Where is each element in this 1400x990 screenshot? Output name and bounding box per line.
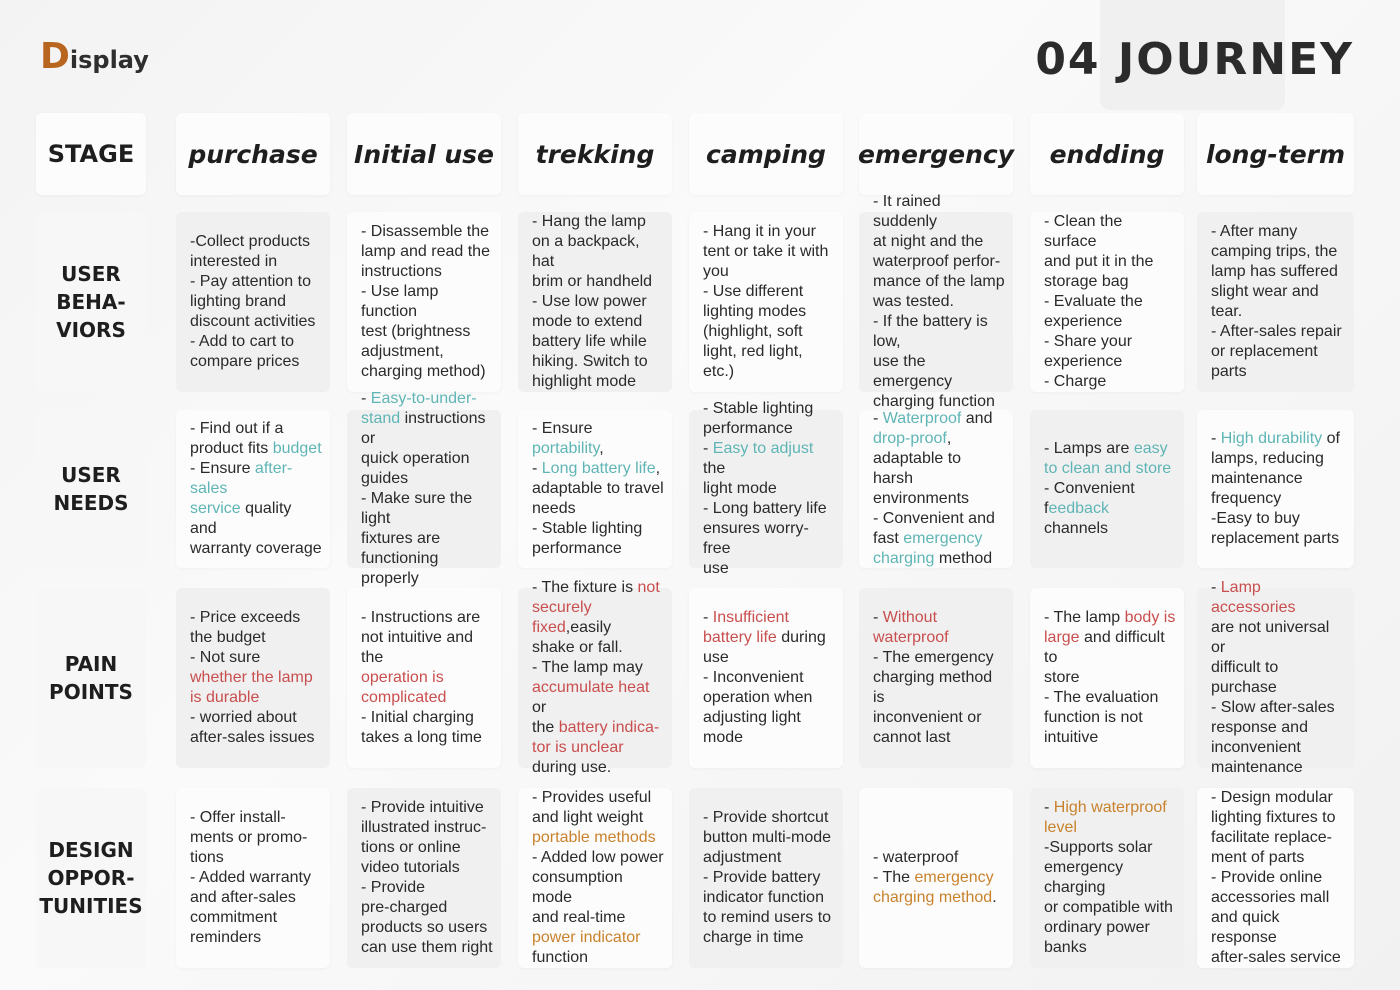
highlight-text: Easy to adjust <box>712 440 814 457</box>
journey-cell <box>689 588 843 768</box>
stage-header-4 <box>859 113 1013 195</box>
highlight-text: operation is complicated <box>361 669 447 706</box>
cell-text <box>703 222 828 382</box>
logo-text: isplay <box>69 46 149 74</box>
text-segment: - Instructions are not intuitive and the <box>361 609 481 666</box>
stage-header-1 <box>347 113 501 195</box>
text-segment: - Initial charging takes a long time <box>361 709 482 746</box>
text-segment: - Offer install- ments or promo- tions - Added warranty and after-sales commitment reminders <box>190 809 311 946</box>
text-segment: - <box>1211 579 1221 596</box>
highlight-text: emergency charging <box>873 530 983 567</box>
stage-name: trekking <box>535 139 655 169</box>
text-segment: - It rained suddenly at night and the waterproof perfor- mance of the lamp was tested. - If the battery is low, use the emergency charging function <box>873 193 1005 410</box>
text-segment: - Find out if a product fits <box>190 420 284 457</box>
highlight-text: drop-proof <box>873 430 947 447</box>
cell-text <box>1044 798 1176 958</box>
text-segment: function <box>532 949 589 966</box>
journey-cell <box>1030 410 1184 568</box>
row-label-1 <box>36 410 146 568</box>
text-segment: - <box>873 609 883 626</box>
journey-cell <box>176 410 330 568</box>
cell-text <box>703 399 835 579</box>
journey-cell <box>518 410 672 568</box>
stage-name: emergency <box>857 139 1015 169</box>
journey-cell <box>347 588 501 768</box>
text-segment: , adaptable to travel needs - Stable lighting performance <box>532 460 664 557</box>
text-segment: channels <box>1044 520 1109 537</box>
journey-cell <box>859 788 1013 968</box>
journey-cell <box>859 410 1013 568</box>
text-segment: - Design modular lighting fixtures to facilitate replace- ment of parts - Provide online accessories mall and quick response after-sales service <box>1211 789 1341 966</box>
stage-name: camping <box>706 139 826 169</box>
text-segment: or the <box>532 699 555 736</box>
cell-text <box>361 608 493 748</box>
cell-text <box>1044 608 1176 748</box>
cell-text <box>873 192 1005 412</box>
row-label-text: DESIGN OPPOR- TUNITIES <box>39 838 143 918</box>
highlight-text: Long battery life <box>541 460 656 477</box>
stage-header <box>36 113 146 195</box>
text-segment: - Lamps are <box>1044 440 1134 457</box>
text-segment: - Added low power consumption mode and real-time <box>532 849 664 926</box>
highlight-text: portable methods <box>532 829 656 846</box>
journey-cell <box>518 788 672 968</box>
cell-text <box>1211 222 1342 382</box>
journey-cell <box>347 390 501 587</box>
stage-name: endding <box>1049 139 1165 169</box>
logo <box>40 36 149 77</box>
text-segment: - <box>1211 430 1221 447</box>
stage-header-3 <box>689 113 843 195</box>
text-segment: - Disassemble the lamp and read the instructions - Use lamp function test (brightness adjustment, charging method) <box>361 223 490 380</box>
text-segment: - Stable lighting performance - <box>703 400 814 457</box>
highlight-text: Easy-to-under- stand <box>361 390 477 427</box>
cell-text <box>190 808 311 948</box>
stage-name: purchase <box>188 139 318 169</box>
journey-cell <box>176 588 330 768</box>
cell-text <box>1044 212 1176 392</box>
journey-cell <box>689 212 843 392</box>
journey-cell <box>347 788 501 968</box>
text-segment: - Convenient f <box>1044 480 1135 517</box>
text-segment: - Provides useful and light weight <box>532 789 652 826</box>
journey-cell <box>347 212 501 392</box>
text-segment: , adaptable to harsh environments - Convenient and fast <box>873 430 995 547</box>
cell-text <box>703 808 831 948</box>
highlight-text: portability <box>532 440 600 457</box>
journey-cell <box>689 788 843 968</box>
text-segment: . <box>992 889 997 906</box>
text-segment: and difficult to store - The evaluation function is not intuitive <box>1044 629 1165 746</box>
cell-text <box>1211 429 1340 549</box>
cell-text <box>190 232 315 372</box>
text-segment: - The emergency charging method is inconvenient or cannot last <box>873 649 994 746</box>
cell-text <box>361 798 493 958</box>
text-segment: , - <box>532 440 604 477</box>
highlight-text: High durability <box>1220 430 1323 447</box>
text-segment: - waterproof - The <box>873 849 959 886</box>
row-label-3 <box>36 788 146 968</box>
text-segment: - Hang it in your tent or take it with you - Use different lighting modes (highlight, soft light, red light, etc.) <box>703 223 829 380</box>
journey-cell <box>1197 788 1354 968</box>
journey-cell <box>859 193 1013 410</box>
row-label-text: USER BEHA- VIORS <box>56 262 126 342</box>
journey-cell <box>518 579 672 776</box>
text-segment: and <box>965 410 993 427</box>
text-segment: - The lamp <box>1044 609 1125 626</box>
text-segment: of lamps, reducing maintenance frequency -Easy to buy replacement parts <box>1211 430 1340 547</box>
cell-text <box>190 419 322 559</box>
text-segment: method <box>934 550 993 567</box>
cell-text <box>1044 439 1176 539</box>
stage-label: STAGE <box>47 140 135 168</box>
cell-text <box>873 608 1005 748</box>
journey-cell <box>176 212 330 392</box>
text-segment: ,easily shake or fall. - The lamp may <box>532 619 643 676</box>
highlight-text: accumulate heat <box>532 679 650 696</box>
text-segment: - Clean the surface and put it in the storage bag - Evaluate the experience - Share your experience - Charge <box>1044 213 1154 390</box>
highlight-text: easy to clean and store <box>1044 440 1172 477</box>
text-segment: - Hang the lamp on a backpack, hat brim or handheld - Use low power mode to extend battery life while hiking. Switch to highlight mode <box>532 213 653 390</box>
cell-text <box>532 788 664 968</box>
stage-header-6 <box>1197 113 1354 195</box>
journey-cell <box>689 400 843 577</box>
text-segment: during use. <box>532 759 612 776</box>
highlight-text: body is large <box>1044 609 1176 646</box>
highlight-text: after-sales service <box>190 460 293 517</box>
text-segment: - <box>1044 799 1054 816</box>
text-segment: -Collect products interested in - Pay attention to lighting brand discount activities - Add to cart to compare prices <box>190 233 316 370</box>
journey-cell <box>518 212 672 392</box>
cell-text <box>703 608 826 748</box>
text-segment: - Provide intuitive illustrated instruc- tions or online video tutorials - Provide pre-charged products so users can use them right <box>361 799 493 956</box>
row-label-text: PAIN POINTS <box>49 652 133 704</box>
cell-text <box>1211 578 1346 778</box>
text-segment: -Supports solar emergency charging or compatible with ordinary power banks <box>1044 839 1173 956</box>
highlight-text: not securely fixed <box>532 579 660 636</box>
text-segment: - worried about after-sales issues <box>190 709 315 746</box>
page-title: 04 JOURNEY <box>1035 34 1354 85</box>
text-segment: quality and warranty coverage <box>190 500 322 557</box>
highlight-text: Without waterproof <box>873 609 949 646</box>
cell-text <box>361 222 493 382</box>
highlight-text: whether the lamp is durable <box>190 669 313 706</box>
cell-text <box>532 212 664 392</box>
text-segment: - The fixture is <box>532 579 638 596</box>
text-segment: - <box>361 390 371 407</box>
journey-cell <box>1030 588 1184 768</box>
stage-header-0 <box>176 113 330 195</box>
highlight-text: High waterproof level <box>1044 799 1167 836</box>
journey-cell <box>1197 579 1354 776</box>
cell-text <box>532 419 664 559</box>
journey-cell <box>1030 788 1184 968</box>
cell-text <box>873 848 997 908</box>
cell-text <box>873 409 1005 569</box>
journey-cell <box>176 788 330 968</box>
highlight-text: budget <box>272 440 322 457</box>
highlight-text: Insufficient battery life <box>703 609 789 646</box>
highlight-text: battery indica- tor is unclear <box>532 719 660 756</box>
cell-text <box>361 389 493 589</box>
stage-header-2 <box>518 113 672 195</box>
row-label-2 <box>36 588 146 768</box>
journey-cell <box>1197 212 1354 392</box>
text-segment: - Ensure <box>190 460 251 477</box>
highlight-text: eedback <box>1048 500 1109 517</box>
text-segment: - <box>873 410 883 427</box>
text-segment: instructions or quick operation guides - Make sure the light fixtures are functioning properly <box>361 410 486 587</box>
text-segment: - After many camping trips, the lamp has suffered slight wear and tear. - After-sales repair or replacement parts <box>1211 223 1342 380</box>
text-segment: are not universal or difficult to purchase - Slow after-sales response and inconvenient maintenance <box>1211 619 1335 776</box>
cell-text <box>1211 788 1346 968</box>
highlight-text: Waterproof <box>882 410 962 427</box>
highlight-text: power indicator <box>532 929 641 946</box>
text-segment: during use - Inconvenient operation when adjusting light mode <box>703 629 826 746</box>
text-segment: - Provide shortcut button multi-mode adjustment - Provide battery indicator function to remind users to charge in time <box>703 809 832 946</box>
logo-initial: D <box>40 36 70 77</box>
journey-cell <box>859 588 1013 768</box>
text-segment: the light mode - Long battery life ensures worry-free use <box>703 460 827 577</box>
stage-name: Initial use <box>354 139 494 169</box>
journey-cell <box>1030 212 1184 392</box>
text-segment: - Ensure <box>532 420 593 437</box>
row-label-text: USER NEEDS <box>53 463 129 515</box>
journey-cell <box>1197 410 1354 568</box>
cell-text <box>190 608 315 748</box>
row-label-0 <box>36 212 146 392</box>
text-segment: - <box>703 609 713 626</box>
text-segment: - Price exceeds the budget - Not sure <box>190 609 301 666</box>
stage-name: long-term <box>1205 139 1346 169</box>
cell-text <box>532 578 664 778</box>
highlight-text: emergency charging method <box>873 869 994 906</box>
stage-header-5 <box>1030 113 1184 195</box>
highlight-text: Lamp accessories <box>1211 579 1296 616</box>
